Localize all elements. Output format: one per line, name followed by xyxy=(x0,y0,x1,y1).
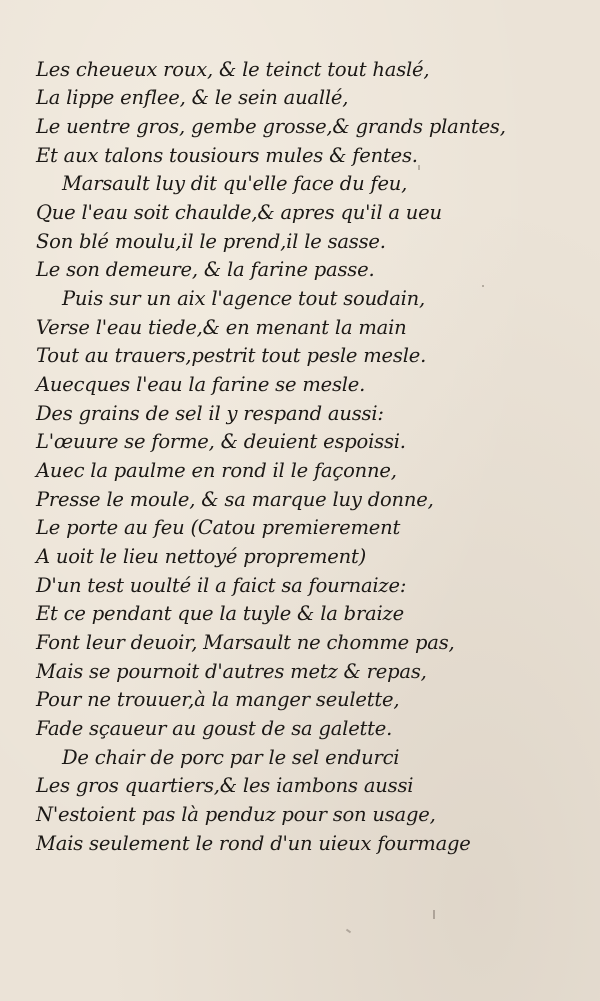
poem-line-12: Auecques l'eau la farine se mesle. xyxy=(36,373,366,396)
poem-line-2: La lippe enflee, & le sein auallé, xyxy=(36,86,349,109)
poem-line-7: Son blé moulu,il le prend,il le sasse. xyxy=(36,230,386,253)
paper-speck xyxy=(482,285,484,287)
poem-line-10: Verse l'eau tiede,& en menant la main xyxy=(36,316,407,339)
poem-line-16: Presse le moule, & sa marque luy donne, xyxy=(36,488,434,511)
poem-line-28: Mais seulement le rond d'un uieux fourmage xyxy=(36,832,471,855)
poem-line-14: L'œuure se forme, & deuient espoissi. xyxy=(36,430,406,453)
poem-line-5: Marsault luy dit qu'elle face du feu, xyxy=(62,172,408,195)
paper-speck xyxy=(418,165,420,170)
poem-line-9: Puis sur un aix l'agence tout soudain, xyxy=(62,287,426,310)
poem-line-6: Que l'eau soit chaulde,& apres qu'il a ueu xyxy=(36,201,442,224)
poem-line-26: Les gros quartiers,& les iambons aussi xyxy=(36,774,414,797)
poem-line-19: D'un test uoulté il a faict sa fournaize: xyxy=(36,574,407,597)
poem-line-24: Fade sçaueur au goust de sa galette. xyxy=(36,717,393,740)
poem-line-21: Font leur deuoir, Marsault ne chomme pas, xyxy=(36,631,455,654)
poem-line-11: Tout au trauers,pestrit tout pesle mesle. xyxy=(36,344,427,367)
paper-speck xyxy=(433,910,435,919)
poem-line-27: N'estoient pas là penduz pour son usage, xyxy=(36,803,436,826)
poem-line-15: Auec la paulme en rond il le façonne, xyxy=(36,459,397,482)
poem-line-4: Et aux talons tousiours mules & fentes. xyxy=(36,144,418,167)
paper-speck xyxy=(346,929,351,934)
poem-line-13: Des grains de sel il y respand aussi: xyxy=(36,402,384,425)
poem-line-1: Les cheueux roux, & le teinct tout haslé, xyxy=(36,58,430,81)
poem-line-20: Et ce pendant que la tuyle & la braize xyxy=(36,602,404,625)
poem-line-23: Pour ne trouuer,à la manger seulette, xyxy=(36,688,400,711)
poem-line-8: Le son demeure, & la farine passe. xyxy=(36,258,375,281)
poem-line-22: Mais se pournoit d'autres metz & repas, xyxy=(36,660,427,683)
poem-line-18: A uoit le lieu nettoyé proprement) xyxy=(36,545,366,568)
poem-line-17: Le porte au feu (Catou premierement xyxy=(36,516,401,539)
poem-line-3: Le uentre gros, gembe grosse,& grands plantes, xyxy=(36,115,506,138)
poem-line-25: De chair de porc par le sel endurci xyxy=(62,746,400,769)
